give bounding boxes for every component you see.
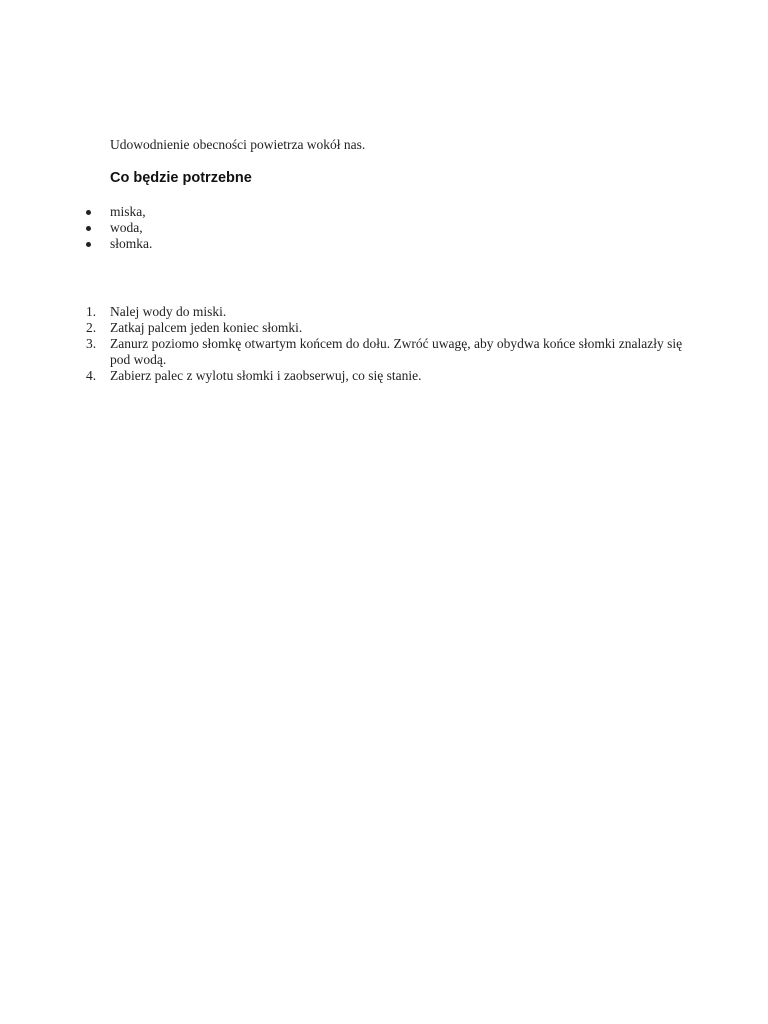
material-label: słomka. xyxy=(110,236,153,251)
step-number: 3. xyxy=(86,336,97,351)
list-item xyxy=(0,336,700,368)
step-number: 2. xyxy=(86,320,97,335)
step-text: Zatkaj palcem jeden koniec słomki. xyxy=(110,320,303,335)
step-number: 1. xyxy=(86,304,97,319)
bullet-icon xyxy=(86,242,91,247)
bullet-icon xyxy=(86,226,91,231)
step-text: Zabierz palec z wylotu słomki i zaobserwuj, co się stanie. xyxy=(110,368,422,383)
list-item xyxy=(0,320,700,336)
list-item xyxy=(0,220,152,236)
step-text: Zanurz poziomo słomkę otwartym końcem do dołu. Zwróć uwagę, aby obydwa końce słomki znalazły się pod wodą. xyxy=(110,336,683,367)
step-number: 4. xyxy=(86,368,97,383)
materials-list xyxy=(0,204,152,252)
list-item xyxy=(0,236,152,252)
list-item xyxy=(0,368,700,384)
list-item xyxy=(0,204,152,220)
bullet-icon xyxy=(86,210,91,215)
steps-list xyxy=(0,304,700,384)
material-label: miska, xyxy=(110,204,146,219)
list-item xyxy=(0,304,700,320)
step-text: Nalej wody do miski. xyxy=(110,304,227,319)
intro-text: Udowodnienie obecności powietrza wokół nas. xyxy=(110,137,366,152)
material-label: woda, xyxy=(110,220,143,235)
materials-heading: Co będzie potrzebne xyxy=(110,170,252,186)
